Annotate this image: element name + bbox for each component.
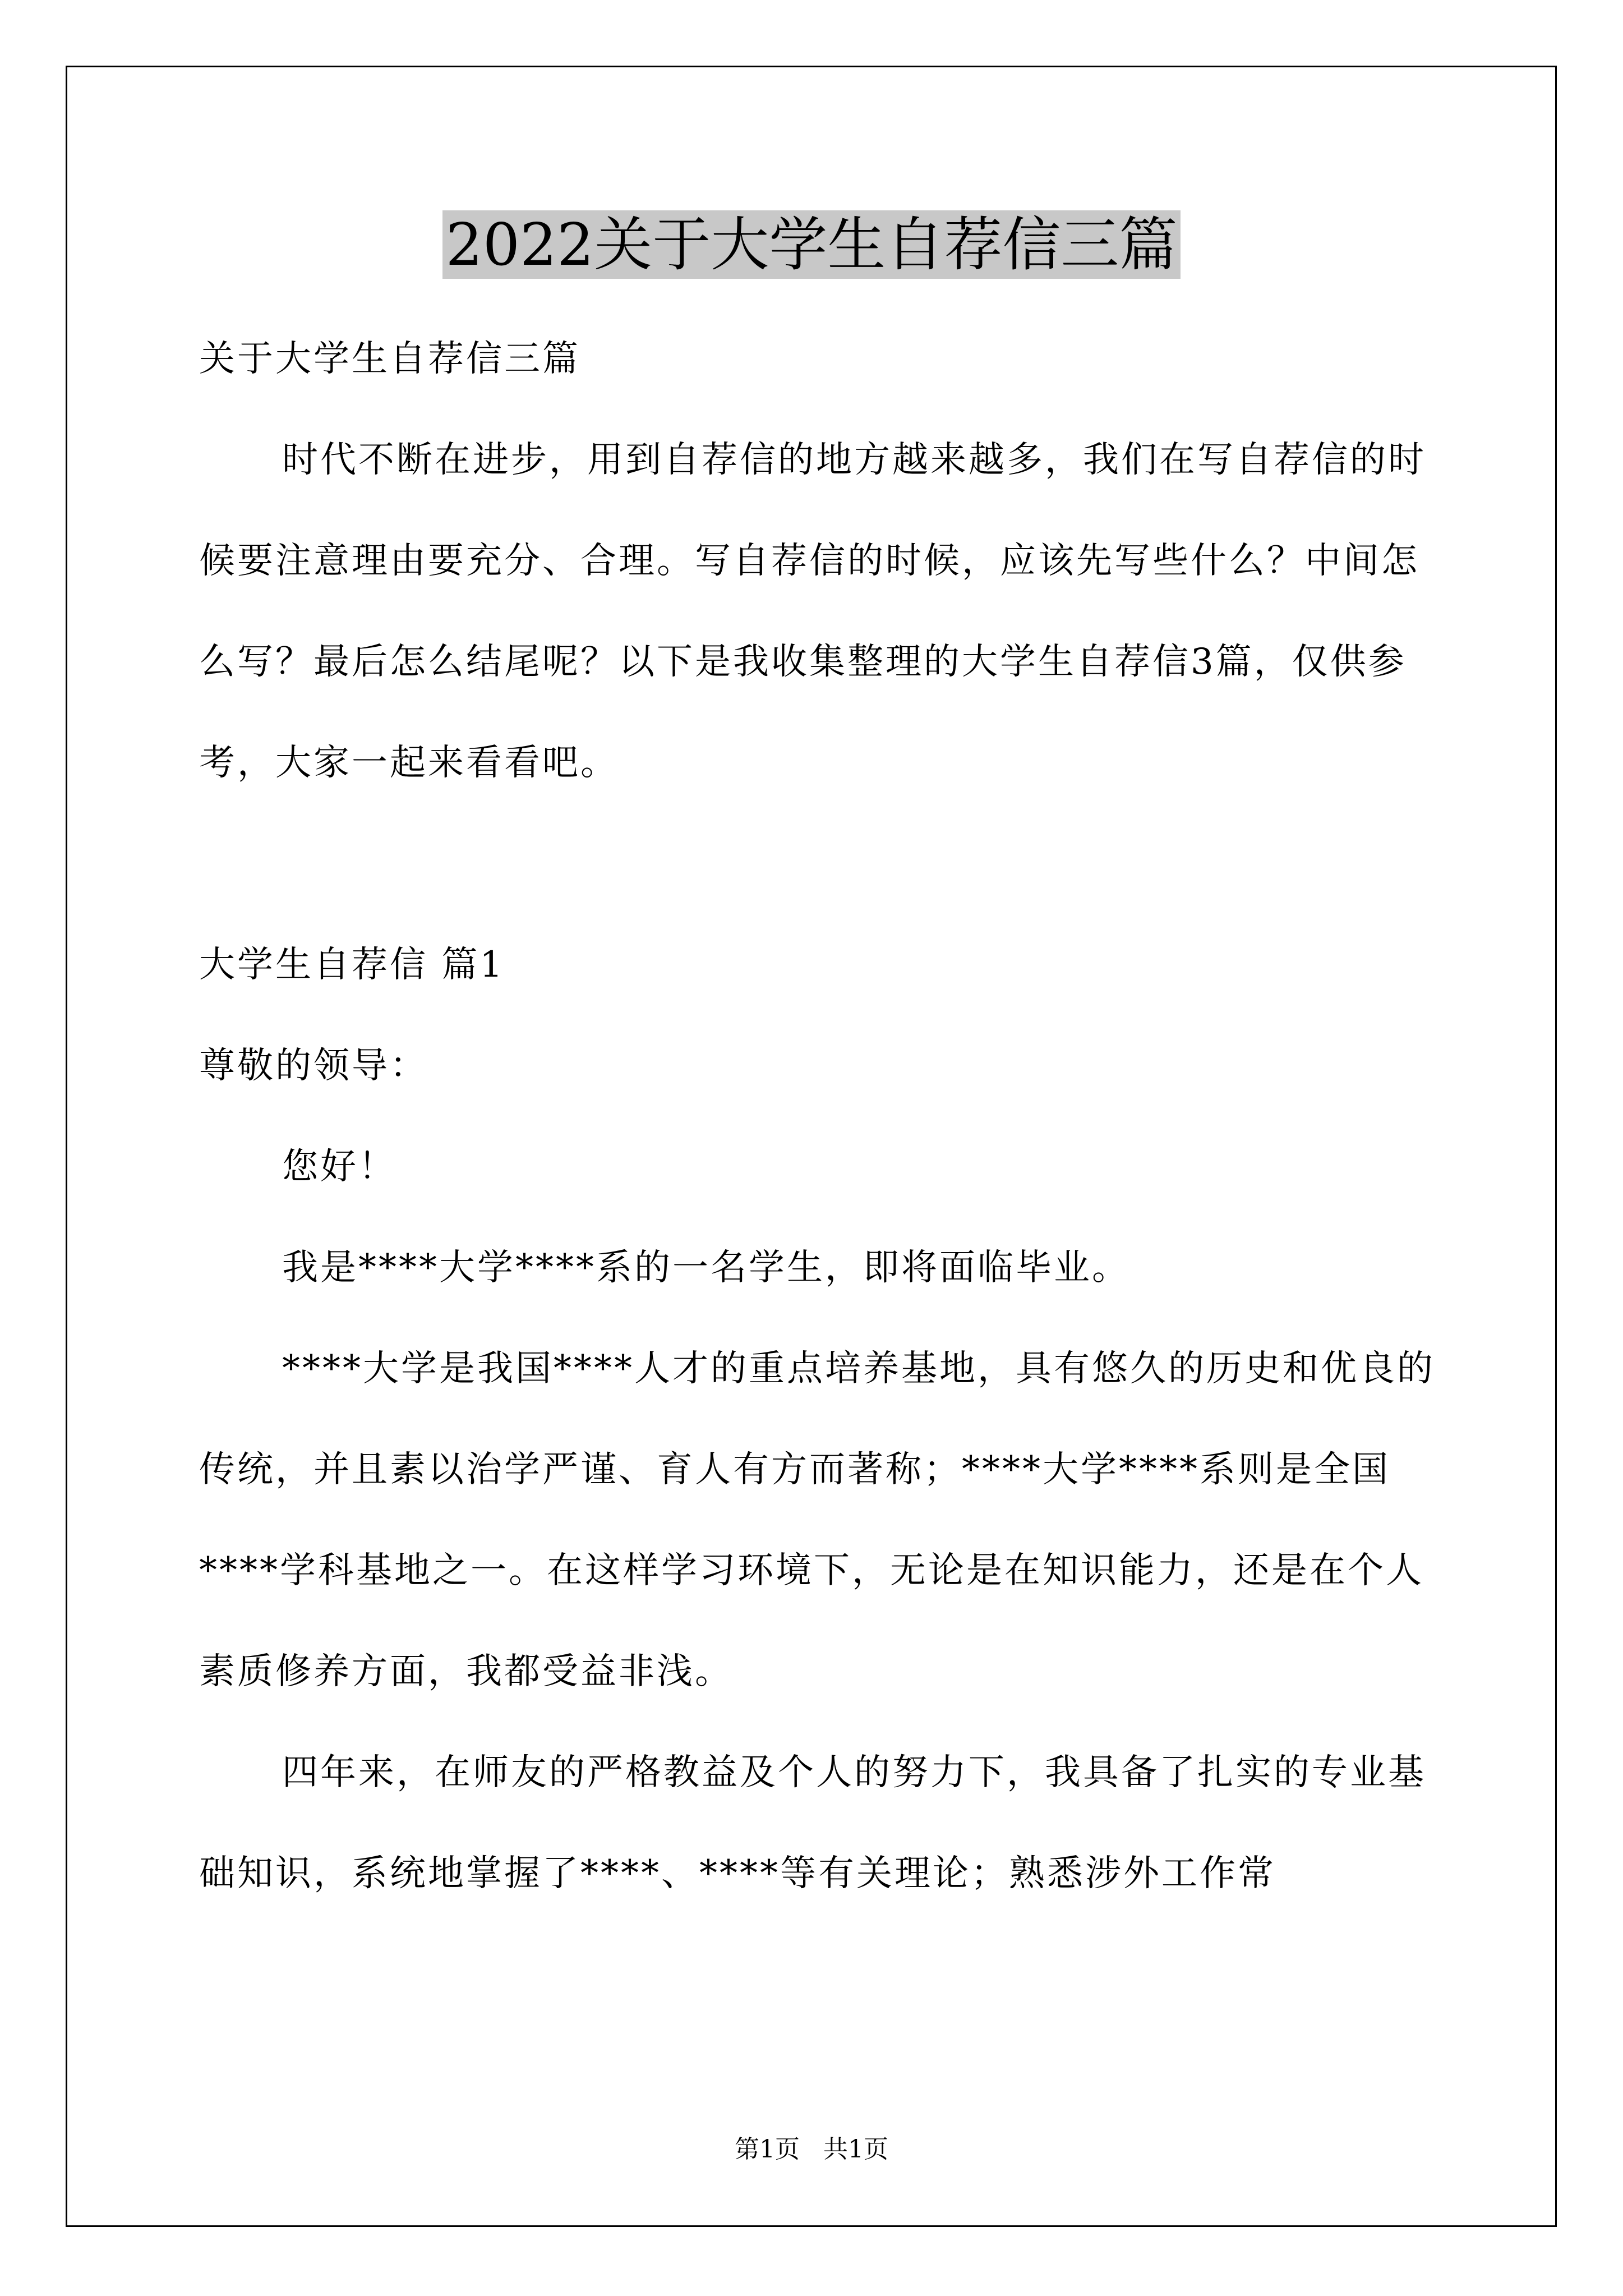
page-footer — [0, 2129, 1623, 2165]
intro-paragraph: 时代不断在进步，用到自荐信的地方越来越多，我们在写自荐信的时候要注意理由要充分、合理。写自荐信的时候，应该先写些什么？中间怎么写？最后怎么结尾呢？以下是我收集整理的大学生自荐信3篇，仅供参考，大家一起来看看吧。 — [199, 439, 1426, 784]
document-title-text: 2022关于大学生自荐信三篇 — [442, 210, 1181, 279]
greeting: 您好！ — [282, 1146, 396, 1188]
subtitle-paragraph: 关于大学生自荐信三篇 — [199, 338, 580, 380]
section-heading: 大学生自荐信 篇1 — [199, 944, 505, 986]
spacer-paragraph — [199, 813, 1438, 914]
current-page-label: 第1页 — [735, 2135, 800, 2164]
document-body — [199, 309, 1438, 1924]
salutation: 尊敬的领导： — [199, 1045, 428, 1087]
document-title — [0, 205, 1623, 284]
total-pages-label: 共1页 — [823, 2135, 888, 2164]
body-paragraph-1: 我是****大学****系的一名学生，即将面临毕业。 — [282, 1247, 1130, 1289]
body-paragraph-2: ****大学是我国****人才的重点培养基地，具有悠久的历史和优良的传统，并且素以治学严谨、育人有方而著称；****大学****系则是全国****学科基地之一。在这样学习环境下，无论是在知识能力，还是在个人素质修养方面，我都受益非浅。 — [199, 1348, 1435, 1692]
body-paragraph-3: 四年来，在师友的严格教益及个人的努力下，我具备了扎实的专业基础知识，系统地掌握了****、****等有关理论；熟悉涉外工作常 — [199, 1752, 1426, 1894]
